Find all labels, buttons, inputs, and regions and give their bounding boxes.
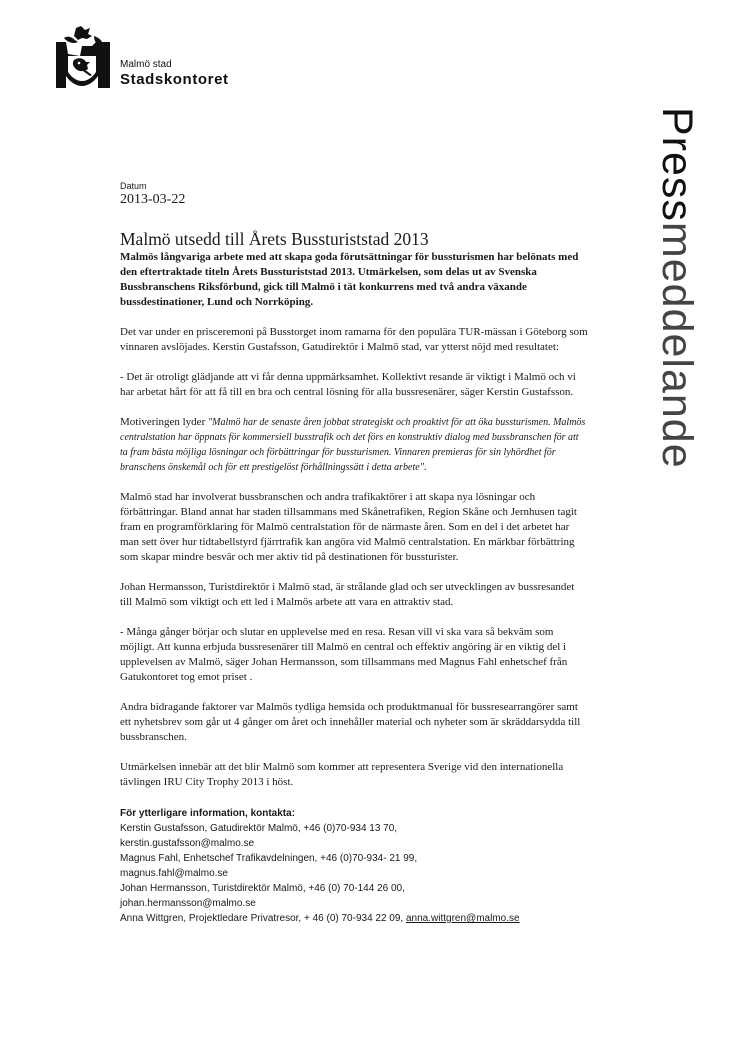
body-paragraph-5: Johan Hermansson, Turistdirektör i Malmö stad, är strålande glad och ser utvecklingen av bussresandet till Malmö som viktigt och ett led i Malmös arbete att vara en attraktiv stad. bbox=[120, 581, 575, 608]
press-release-body bbox=[120, 229, 588, 926]
vertical-label-part1: Press bbox=[653, 107, 701, 222]
page-title: Malmö utsedd till Årets Bussturiststad 2013 bbox=[120, 229, 429, 249]
contacts-heading: För ytterligare information, kontakta: bbox=[120, 808, 296, 819]
contact-line-4-text: Anna Wittgren, Projektledare Privatresor, + 46 (0) 70-934 22 09, bbox=[120, 913, 406, 924]
body-paragraph-4: Malmö stad har involverat bussbranschen och andra trafikaktörer i att skapa nya lösningar och förbättringar. Bland annat har staden tillsammans med Skånetrafiken, Region Skåne och Jernhusen tagit fram en programförklaring för Malmö centralstation för de närmaste åren. Som en del i det arbetet har man sett över hur tidtabellstyrd fjärrtrafik kan angöra vid Malmö centralstation. En märkbar förbättring som skapar mindre besvär och mer aktiv tid på destinationen för bussturister. bbox=[120, 491, 577, 563]
body-paragraph-8: Utmärkelsen innebär att det blir Malmö som kommer att representera Sverige vid den internationella tävlingen IRU City Trophy 2013 i höst. bbox=[120, 761, 564, 788]
date-label: Datum bbox=[120, 181, 147, 191]
contact-email-4-link[interactable]: anna.wittgren@malmo.se bbox=[406, 913, 520, 924]
body-paragraph-3 bbox=[120, 415, 588, 475]
contact-email-2: magnus.fahl@malmo.se bbox=[120, 868, 228, 879]
city-name: Malmö stad bbox=[120, 59, 172, 70]
lead-paragraph: Malmös långvariga arbete med att skapa goda förutsättningar för bussturismen har belönats med den eftertraktade titeln Årets Bussturiststad 2013. Utmärkelsen, som delas ut av Svenska Bussbranschens Riksförbund, gick till Malmö i tät konkurrens med två andra växande bussdestinationer, Lund och Norrköping. bbox=[120, 251, 579, 308]
contact-information bbox=[120, 806, 588, 926]
date-value: 2013-03-22 bbox=[120, 192, 186, 207]
contact-line-1: Kerstin Gustafsson, Gatudirektör Malmö, +46 (0)70-934 13 70, bbox=[120, 823, 398, 834]
contact-line-2: Magnus Fahl, Enhetschef Trafikavdelningen, +46 (0)70-934- 21 99, bbox=[120, 853, 418, 864]
contact-email-3: johan.hermansson@malmo.se bbox=[120, 898, 256, 909]
body-paragraph-1: Det var under en prisceremoni på Busstorget inom ramarna för den populära TUR-mässan i Göteborg som vinnaren avslöjades. Kerstin Gustafsson, Gatudirektör i Malmö stad, var ytterst nöjd med resultatet: bbox=[120, 326, 588, 353]
body-paragraph-6: - Många gånger börjar och slutar en upplevelse med en resa. Resan vill vi ska vara så bekväm som möjligt. Att kunna erbjuda bussresenärer till Malmö en central och effektiv angöring är en viktig del i upplevelsen av Malmö, säger Johan Hermansson, som tillsammans med Magnus Fahl enhetschef från Gatukontoret tog emot priset . bbox=[120, 626, 568, 683]
contact-line-4 bbox=[120, 911, 588, 926]
motivation-quote: "Malmö har de senaste åren jobbat strategiskt och proaktivt för att öka bussturismen. Malmös centralstation har öppnats för kommersiell busstrafik och det förs en konstruktiv dialog med bussbranschen för att ta fram bästa möjliga lösningar och förbättringar för bussturismen. Vinnaren premieras för sin lyhördhet för branschens önskemål och för ett prestigelöst förhållningssätt i detta arbete" bbox=[120, 417, 586, 473]
motivation-intro: Motiveringen lyder bbox=[120, 416, 208, 428]
body-paragraph-7: Andra bidragande faktorer var Malmös tydliga hemsida och produktmanual för bussresearrangörer samt ett nyhetsbrev som går ut 4 gånger om året och innehåller material och nyheter som är skräddarsydda till bussbranschen. bbox=[120, 701, 581, 743]
vertical-label-part2: meddelande bbox=[653, 221, 701, 469]
contact-email-1: kerstin.gustafsson@malmo.se bbox=[120, 838, 255, 849]
vertical-document-type-label bbox=[654, 107, 700, 469]
office-name: Stadskontoret bbox=[120, 71, 229, 88]
contact-line-3: Johan Hermansson, Turistdirektör Malmö, +46 (0) 70-144 26 00, bbox=[120, 883, 405, 894]
organization-header bbox=[120, 59, 229, 89]
body-paragraph-2: - Det är otroligt glädjande att vi får denna uppmärksamhet. Kollektivt resande är viktigt i Malmö och vi har arbetat hårt för att få till en bra och central lösning för alla bussresenärer, säger Kerstin Gustafsson. bbox=[120, 371, 576, 398]
motivation-end: . bbox=[423, 461, 427, 473]
malmo-coat-of-arms-icon bbox=[54, 26, 112, 88]
